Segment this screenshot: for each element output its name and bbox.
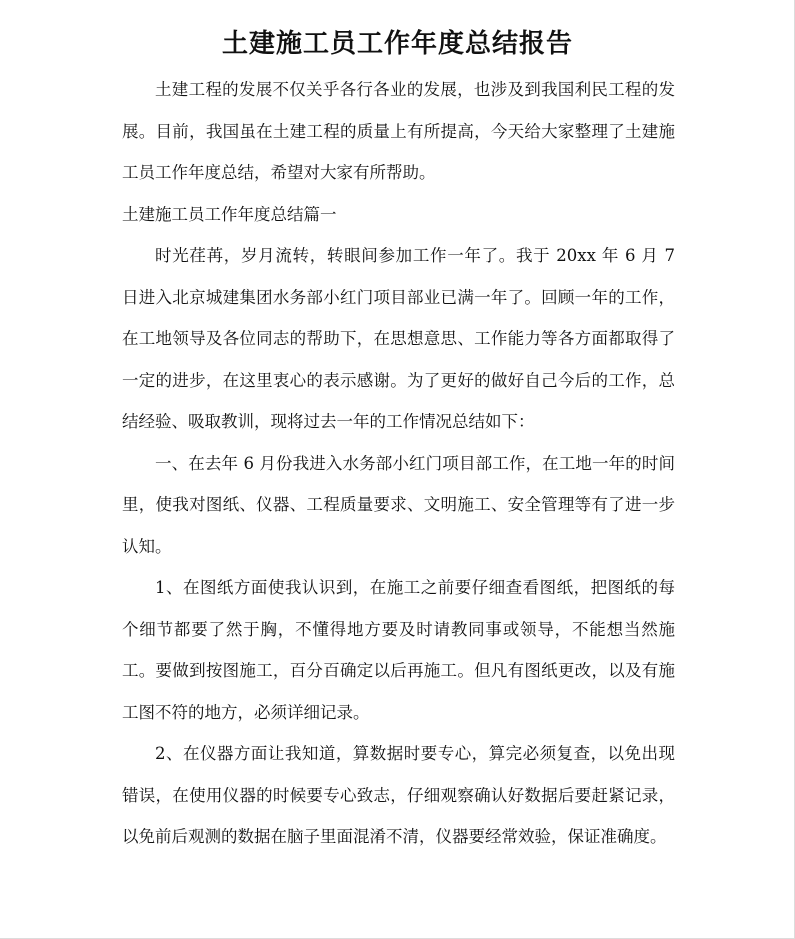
intro-paragraph: 土建工程的发展不仅关乎各行各业的发展，也涉及到我国利民工程的发展。目前，我国虽在土建工程的质量上有所提高，今天给大家整理了土建施工员工作年度总结，希望对大家有所帮助。 [122,80,675,182]
document-body [122,69,675,858]
body-paragraph: 2、在仪器方面让我知道，算数据时要专心，算完必须复查，以免出现错误，在使用仪器的时候要专心致志，仔细观察确认好数据后要赶紧记录，以免前后观测的数据在脑子里面混淆不清，仪器要经常效验，保证准确度。 [122,744,675,846]
body-paragraph: 一、在去年 6 月份我进入水务部小红门项目部工作，在工地一年的时间里，使我对图纸、仪器、工程质量要求、文明施工、安全管理等有了进一步认知。 [122,453,675,556]
section-heading: 土建施工员工作年度总结篇一 [122,204,337,224]
body-paragraph: 时光荏苒，岁月流转，转眼间参加工作一年了。我于 20xx 年 6 月 7 日进入北京城建集团水务部小红门项目部业已满一年了。回顾一年的工作，在工地领导及各位同志的帮助下，在思想意思、工作能力等各方面都取得了一定的进步，在这里衷心的表示感谢。为了更好的做好自己今后的工作，总结经验、吸取教训，现将过去一年的工作情况总结如下： [122,246,675,431]
body-paragraph: 1、在图纸方面使我认识到，在施工之前要仔细查看图纸，把图纸的每个细节都要了然于胸，不懂得地方要及时请教同事或领导，不能想当然施工。要做到按图施工，百分百确定以后再施工。但凡有图纸更改，以及有施工图不符的地方，必须详细记录。 [122,578,675,722]
document-title: 土建施工员工作年度总结报告 [221,29,573,59]
